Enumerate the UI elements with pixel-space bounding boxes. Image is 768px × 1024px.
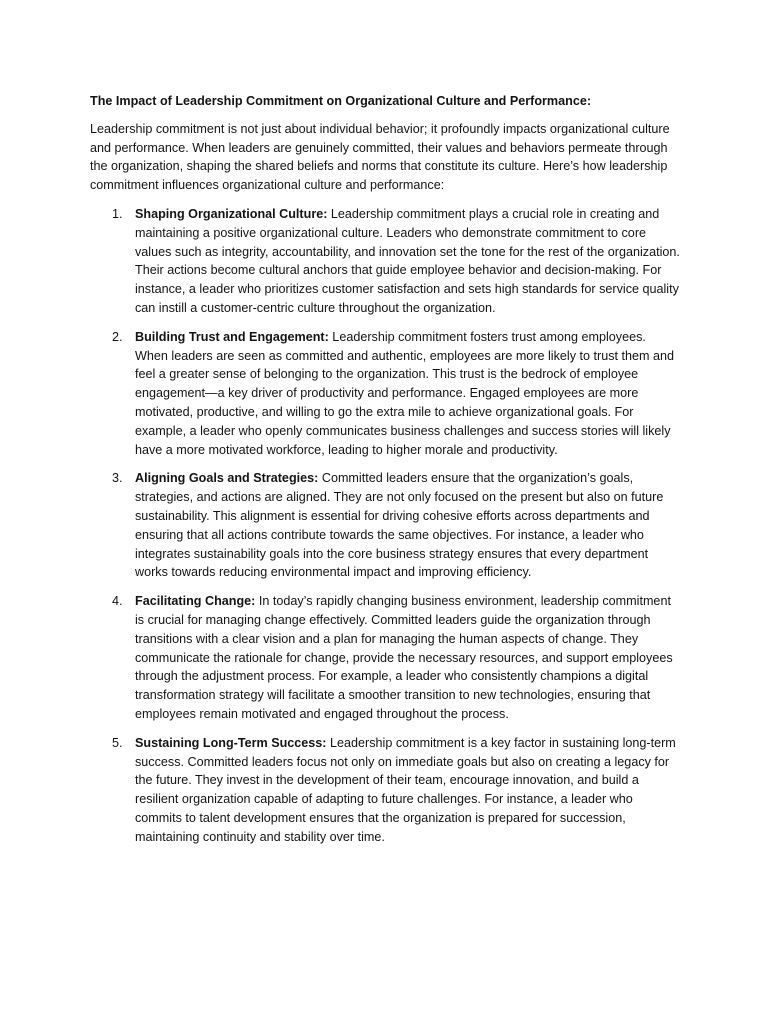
list-item — [90, 592, 682, 724]
list-item-number: 2. — [112, 329, 123, 344]
list-item — [90, 469, 682, 582]
document-title: The Impact of Leadership Commitment on Organizational Culture and Performance: — [90, 94, 592, 108]
list-item-body: Leadership commitment plays a crucial role in creating and maintaining a positive organizational culture. Leaders who demonstrate commitment to core values such as integrity, accountability, and innovation set the tone for the rest of the organization. Their actions become cultural anchors that guide employee behavior and decision-making. For instance, a leader who prioritizes customer satisfaction and sets high standards for service quality can instill a customer-centric culture throughout the organization. — [135, 206, 680, 315]
list-item-heading: Shaping Organizational Culture: — [135, 206, 328, 221]
list-item — [90, 205, 682, 318]
list-item-heading: Building Trust and Engagement: — [135, 329, 329, 344]
list-item-number: 1. — [112, 206, 123, 221]
list-item-body: In today’s rapidly changing business environment, leadership commitment is crucial for managing change effectively. Committed leaders guide the organization through transitions with a clear vision and a plan for managing the human aspects of change. They communicate the rationale for change, provide the necessary resources, and support employees through the adjustment process. For example, a leader who consistently champions a digital transformation strategy will facilitate a smoother transition to new technologies, ensuring that employees remain motivated and engaged throughout the process. — [135, 594, 673, 721]
list-item-number: 4. — [112, 594, 123, 609]
intro-paragraph: Leadership commitment is not just about individual behavior; it profoundly impacts organizational culture and performance. When leaders are genuinely committed, their values and behaviors permeate through the organization, shaping the shared beliefs and norms that constitute its culture. Here’s how leadership commitment influences organizational culture and performance: — [90, 121, 670, 193]
list-item-heading: Aligning Goals and Strategies: — [135, 471, 319, 486]
list-item — [90, 734, 682, 847]
list-item-heading: Facilitating Change: — [135, 594, 256, 609]
list-item-number: 5. — [112, 735, 123, 750]
list-item-body: Committed leaders ensure that the organization’s goals, strategies, and actions are aligned. They are not only focused on the present but also on future sustainability. This alignment is essential for driving cohesive efforts across departments and ensuring that all actions contribute towards the same objectives. For instance, a leader who integrates sustainability goals into the core business strategy ensures that every department works towards reducing environmental impact and improving efficiency. — [135, 471, 664, 580]
numbered-list — [90, 205, 682, 847]
list-item-body: Leadership commitment is a key factor in sustaining long-term success. Committed leaders focus not only on immediate goals but also on creating a legacy for the future. They invest in the development of their team, encourage innovation, and build a resilient organization capable of adapting to future challenges. For instance, a leader who commits to talent development ensures that the organization is prepared for succession, maintaining continuity and stability over time. — [135, 735, 676, 844]
list-item-heading: Sustaining Long-Term Success: — [135, 735, 327, 750]
list-item-number: 3. — [112, 471, 123, 486]
list-item-body: Leadership commitment fosters trust among employees. When leaders are seen as committed and authentic, employees are more likely to trust them and feel a greater sense of belonging to the organization. This trust is the bedrock of employee engagement—a key driver of productivity and performance. Engaged employees are more motivated, productive, and willing to go the extra mile to achieve organizational goals. For example, a leader who openly communicates business challenges and success stories will likely have a more motivated workforce, leading to higher morale and productivity. — [135, 329, 675, 457]
list-item — [90, 328, 682, 460]
document-page — [90, 92, 682, 856]
